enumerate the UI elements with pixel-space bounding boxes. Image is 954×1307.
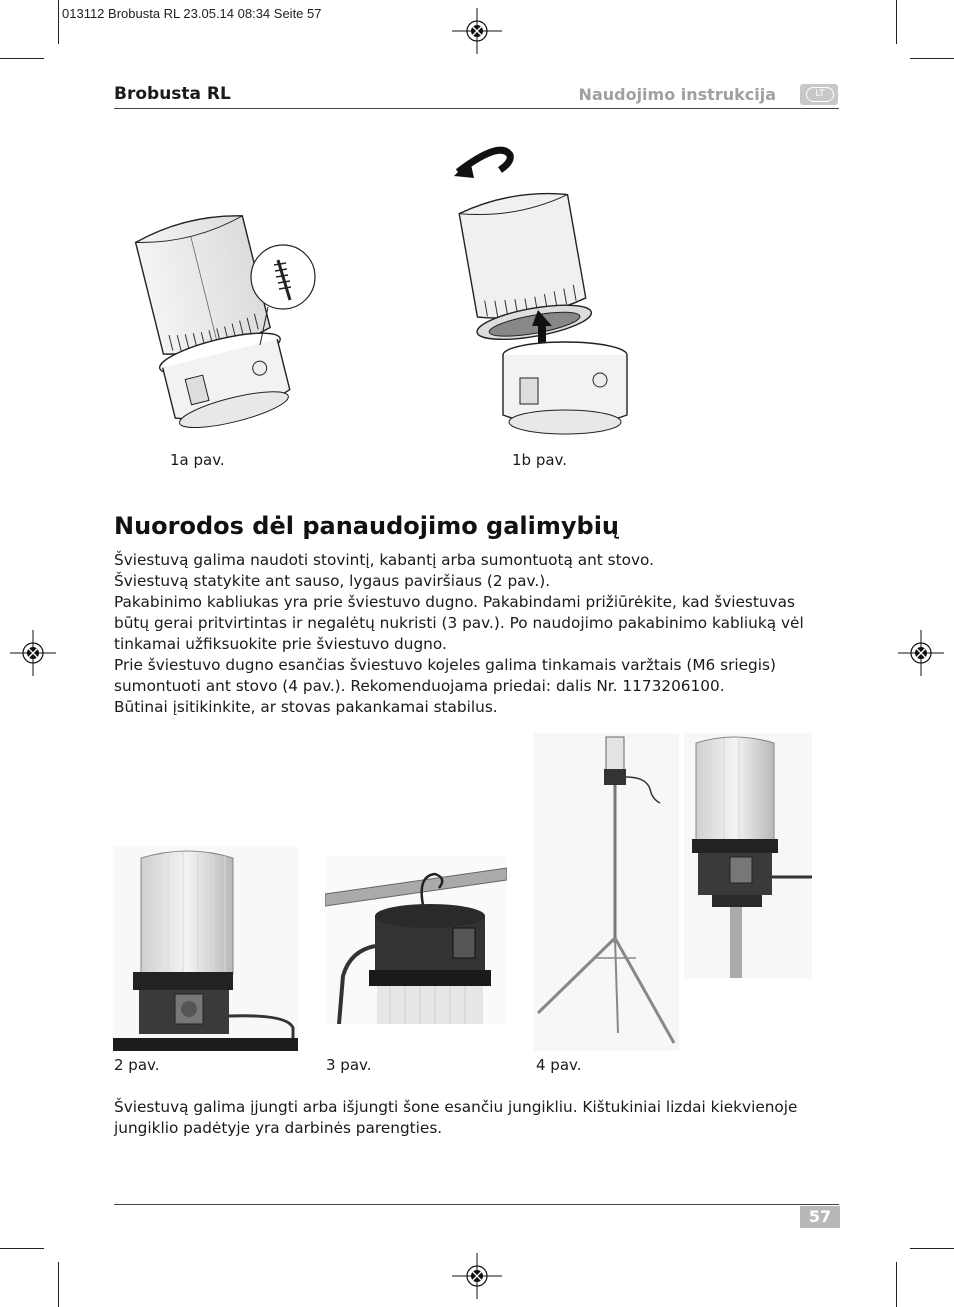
print-slug: 013112 Brobusta RL 23.05.14 08:34 Seite 57	[62, 6, 322, 21]
instructions-paragraph	[114, 550, 834, 718]
paragraph-line: Būtinai įsitikinkite, ar stovas pakankamai stabilus.	[114, 698, 498, 716]
header-section-name: Naudojimo instrukcija	[578, 85, 776, 104]
section-title: Nuorodos dėl panaudojimo galimybių	[114, 512, 620, 540]
footer-rule	[114, 1204, 839, 1205]
header-rule	[114, 108, 839, 109]
language-badge-label: LT	[806, 87, 834, 102]
registration-mark-icon	[452, 1253, 502, 1299]
paragraph-line: sumontuoti ant stovo (4 pav.). Rekomenduojama priedai: dalis Nr. 1173206100.	[114, 677, 725, 695]
figure-1a-caption: 1a pav.	[170, 451, 225, 469]
paragraph-line: Šviestuvą galima įjungti arba išjungti šone esančiu jungikliu. Kištukiniai lizdai kiekvienoje	[114, 1098, 798, 1116]
figure-4-caption: 4 pav.	[536, 1056, 582, 1074]
paragraph-line: Prie šviestuvo dugno esančias šviestuvo kojeles galima tinkamais varžtais (M6 sriegis)	[114, 656, 776, 674]
registration-mark-icon	[10, 630, 56, 676]
figure-3-photo	[325, 856, 507, 1024]
paragraph-line: tinkamai užfiksuokite prie šviestuvo dugno.	[114, 635, 447, 653]
paragraph-line: Pakabinimo kabliukas yra prie šviestuvo dugno. Pakabindami prižiūrėkite, kad šviestuvas	[114, 593, 795, 611]
figure-2-caption: 2 pav.	[114, 1056, 160, 1074]
figure-1b-illustration	[440, 130, 640, 452]
registration-mark-icon	[898, 630, 944, 676]
figure-1a-illustration	[118, 205, 328, 453]
figure-2-photo	[113, 846, 298, 1051]
paragraph-line: Šviestuvą galima naudoti stovintį, kabantį arba sumontuotą ant stovo.	[114, 551, 654, 569]
language-badge	[800, 84, 838, 105]
figure-3-caption: 3 pav.	[326, 1056, 372, 1074]
paragraph-line: jungiklio padėtyje yra darbinės parengties.	[114, 1119, 443, 1137]
figure-4-photo	[534, 733, 812, 1051]
registration-mark-icon	[452, 8, 502, 54]
header-product-name: Brobusta RL	[114, 84, 231, 104]
paragraph-line: Šviestuvą statykite ant sauso, lygaus paviršiaus (2 pav.).	[114, 572, 551, 590]
figure-1b-caption: 1b pav.	[512, 451, 568, 469]
paragraph-line: būtų gerai pritvirtintas ir negalėtų nukristi (3 pav.). Po naudojimo pakabinimo kabliuką vėl	[114, 614, 804, 632]
page-number: 57	[800, 1206, 840, 1228]
closing-paragraph	[114, 1097, 834, 1139]
